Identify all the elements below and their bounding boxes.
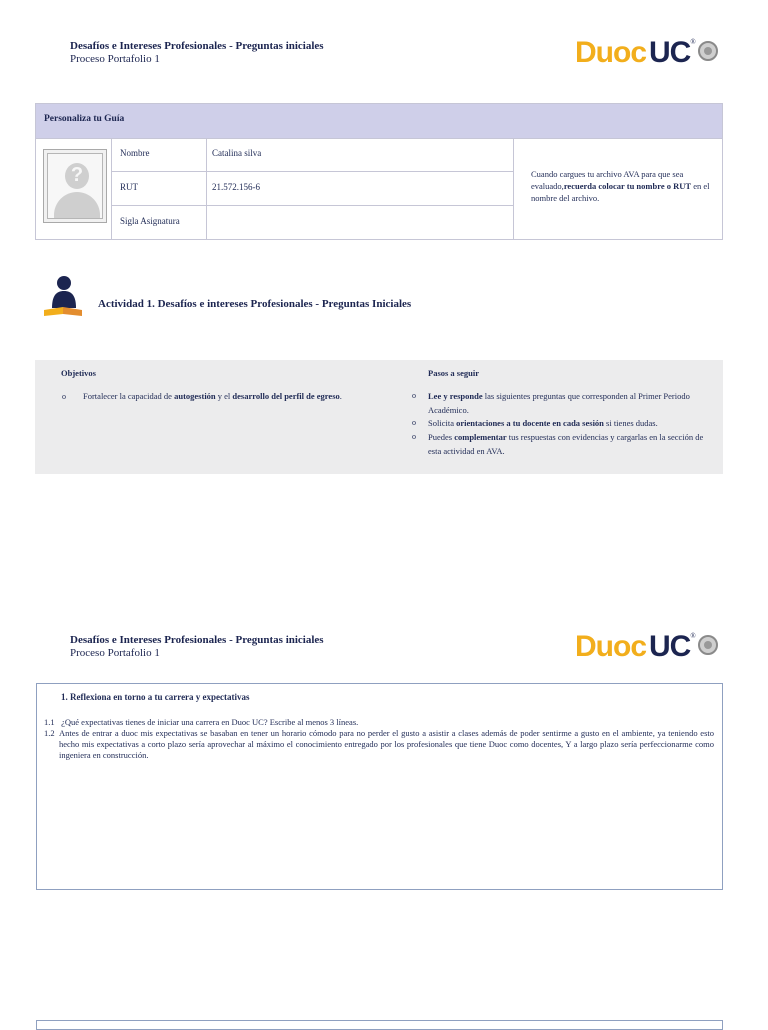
profile-photo-placeholder[interactable]: ? — [43, 149, 107, 223]
answer-text[interactable]: Antes de entrar a duoc mis expectativas se basaban en tener un horario cómodo para no perder el gusto a asistir a clases además de poder sentirme a gusto en el ambiente, ya teniendo esto hecho mis expectativas a corto plazo sería aprovechar al máximo el conocimiento entregado por los profesionales que tiene Duoc como docentes, Y a largo plazo sería perfeccionarme como ingeniera en construcción. — [59, 728, 714, 760]
activity-title: Actividad 1. Desafíos e intereses Profesionales - Preguntas Iniciales — [98, 298, 412, 310]
uc-seal-icon — [698, 635, 718, 655]
question-1-1: 1.1 ¿Qué expectativas tienes de iniciar una carrera en Duoc UC? Escribe al menos 3 líneas. — [44, 717, 359, 727]
label-nombre: Nombre — [111, 138, 207, 171]
paso-item-2: Solicita orientaciones a tu docente en cada sesión si tienes dudas. — [428, 418, 658, 428]
bullet-marker: o — [412, 418, 416, 427]
personaliza-card — [35, 103, 723, 240]
pasos-heading: Pasos a seguir — [428, 368, 479, 378]
logo-registered-mark: ® — [690, 632, 696, 640]
logo-duoc-text: Duoc — [575, 630, 646, 663]
field-nombre[interactable]: Catalina silva — [207, 138, 514, 171]
duoc-uc-logo — [575, 630, 718, 664]
upload-note: Cuando cargues tu archivo AVA para que sea evaluado,recuerda colocar tu nombre o RUT en el nombre del archivo. — [531, 169, 710, 203]
table-row — [111, 206, 514, 240]
logo-uc-text: UC — [649, 36, 691, 69]
next-box-top-edge — [36, 1020, 723, 1030]
logo-registered-mark: ® — [690, 38, 696, 46]
paso-item-1: Lee y responde las siguientes preguntas que corresponden al Primer Periodo Académico. — [428, 391, 690, 415]
doc-subtitle: Proceso Portafolio 1 — [70, 53, 160, 65]
doc-title: Desafíos e Intereses Profesionales - Preguntas iniciales — [70, 40, 324, 52]
student-info-table — [111, 138, 514, 240]
answer-1-2[interactable]: 1.2 Antes de entrar a duoc mis expectativas se basaban en tener un horario cómodo para no perder el gusto a asistir a clases además de poder sentirme a gusto en el ambiente, ya teniendo esto hecho mis expectativas a corto plazo sería aprovechar al máximo el conocimiento entregado por los profesionales que tiene Duoc como docentes, Y a largo plazo sería perfeccionarme como ingeniera en construcción. — [44, 728, 714, 760]
page-header — [70, 40, 324, 66]
uc-seal-icon — [698, 41, 718, 61]
logo-uc-text: UC — [649, 630, 691, 663]
logo-duoc-text: Duoc — [575, 36, 646, 69]
objectives-box — [35, 360, 723, 474]
personaliza-title: Personaliza tu Guía — [36, 104, 722, 139]
doc-subtitle: Proceso Portafolio 1 — [70, 647, 160, 659]
page-header — [70, 634, 324, 660]
field-rut[interactable]: 21.572.156-6 — [207, 172, 514, 205]
student-reading-icon — [42, 274, 84, 318]
reflection-box — [36, 683, 723, 890]
label-rut: RUT — [111, 172, 207, 205]
objetivos-heading: Objetivos — [61, 368, 96, 378]
paso-item-3: Puedes complementar tus respuestas con evidencias y cargarlas en la sección de esta actividad en AVA. — [428, 432, 704, 456]
bullet-marker: o — [62, 392, 66, 401]
table-row — [111, 172, 514, 206]
objetivo-item: Fortalecer la capacidad de autogestión y el desarrollo del perfil de egreso. — [83, 391, 342, 401]
label-sigla: Sigla Asignatura — [111, 206, 207, 240]
table-row — [111, 138, 514, 172]
avatar-body-icon — [54, 192, 100, 219]
doc-title: Desafíos e Intereses Profesionales - Preguntas iniciales — [70, 634, 324, 646]
bullet-marker: o — [412, 391, 416, 400]
section-heading: 1. Reflexiona en torno a tu carrera y expectativas — [61, 692, 250, 702]
field-sigla[interactable] — [207, 206, 514, 240]
duoc-uc-logo — [575, 36, 718, 70]
bullet-marker: o — [412, 432, 416, 441]
